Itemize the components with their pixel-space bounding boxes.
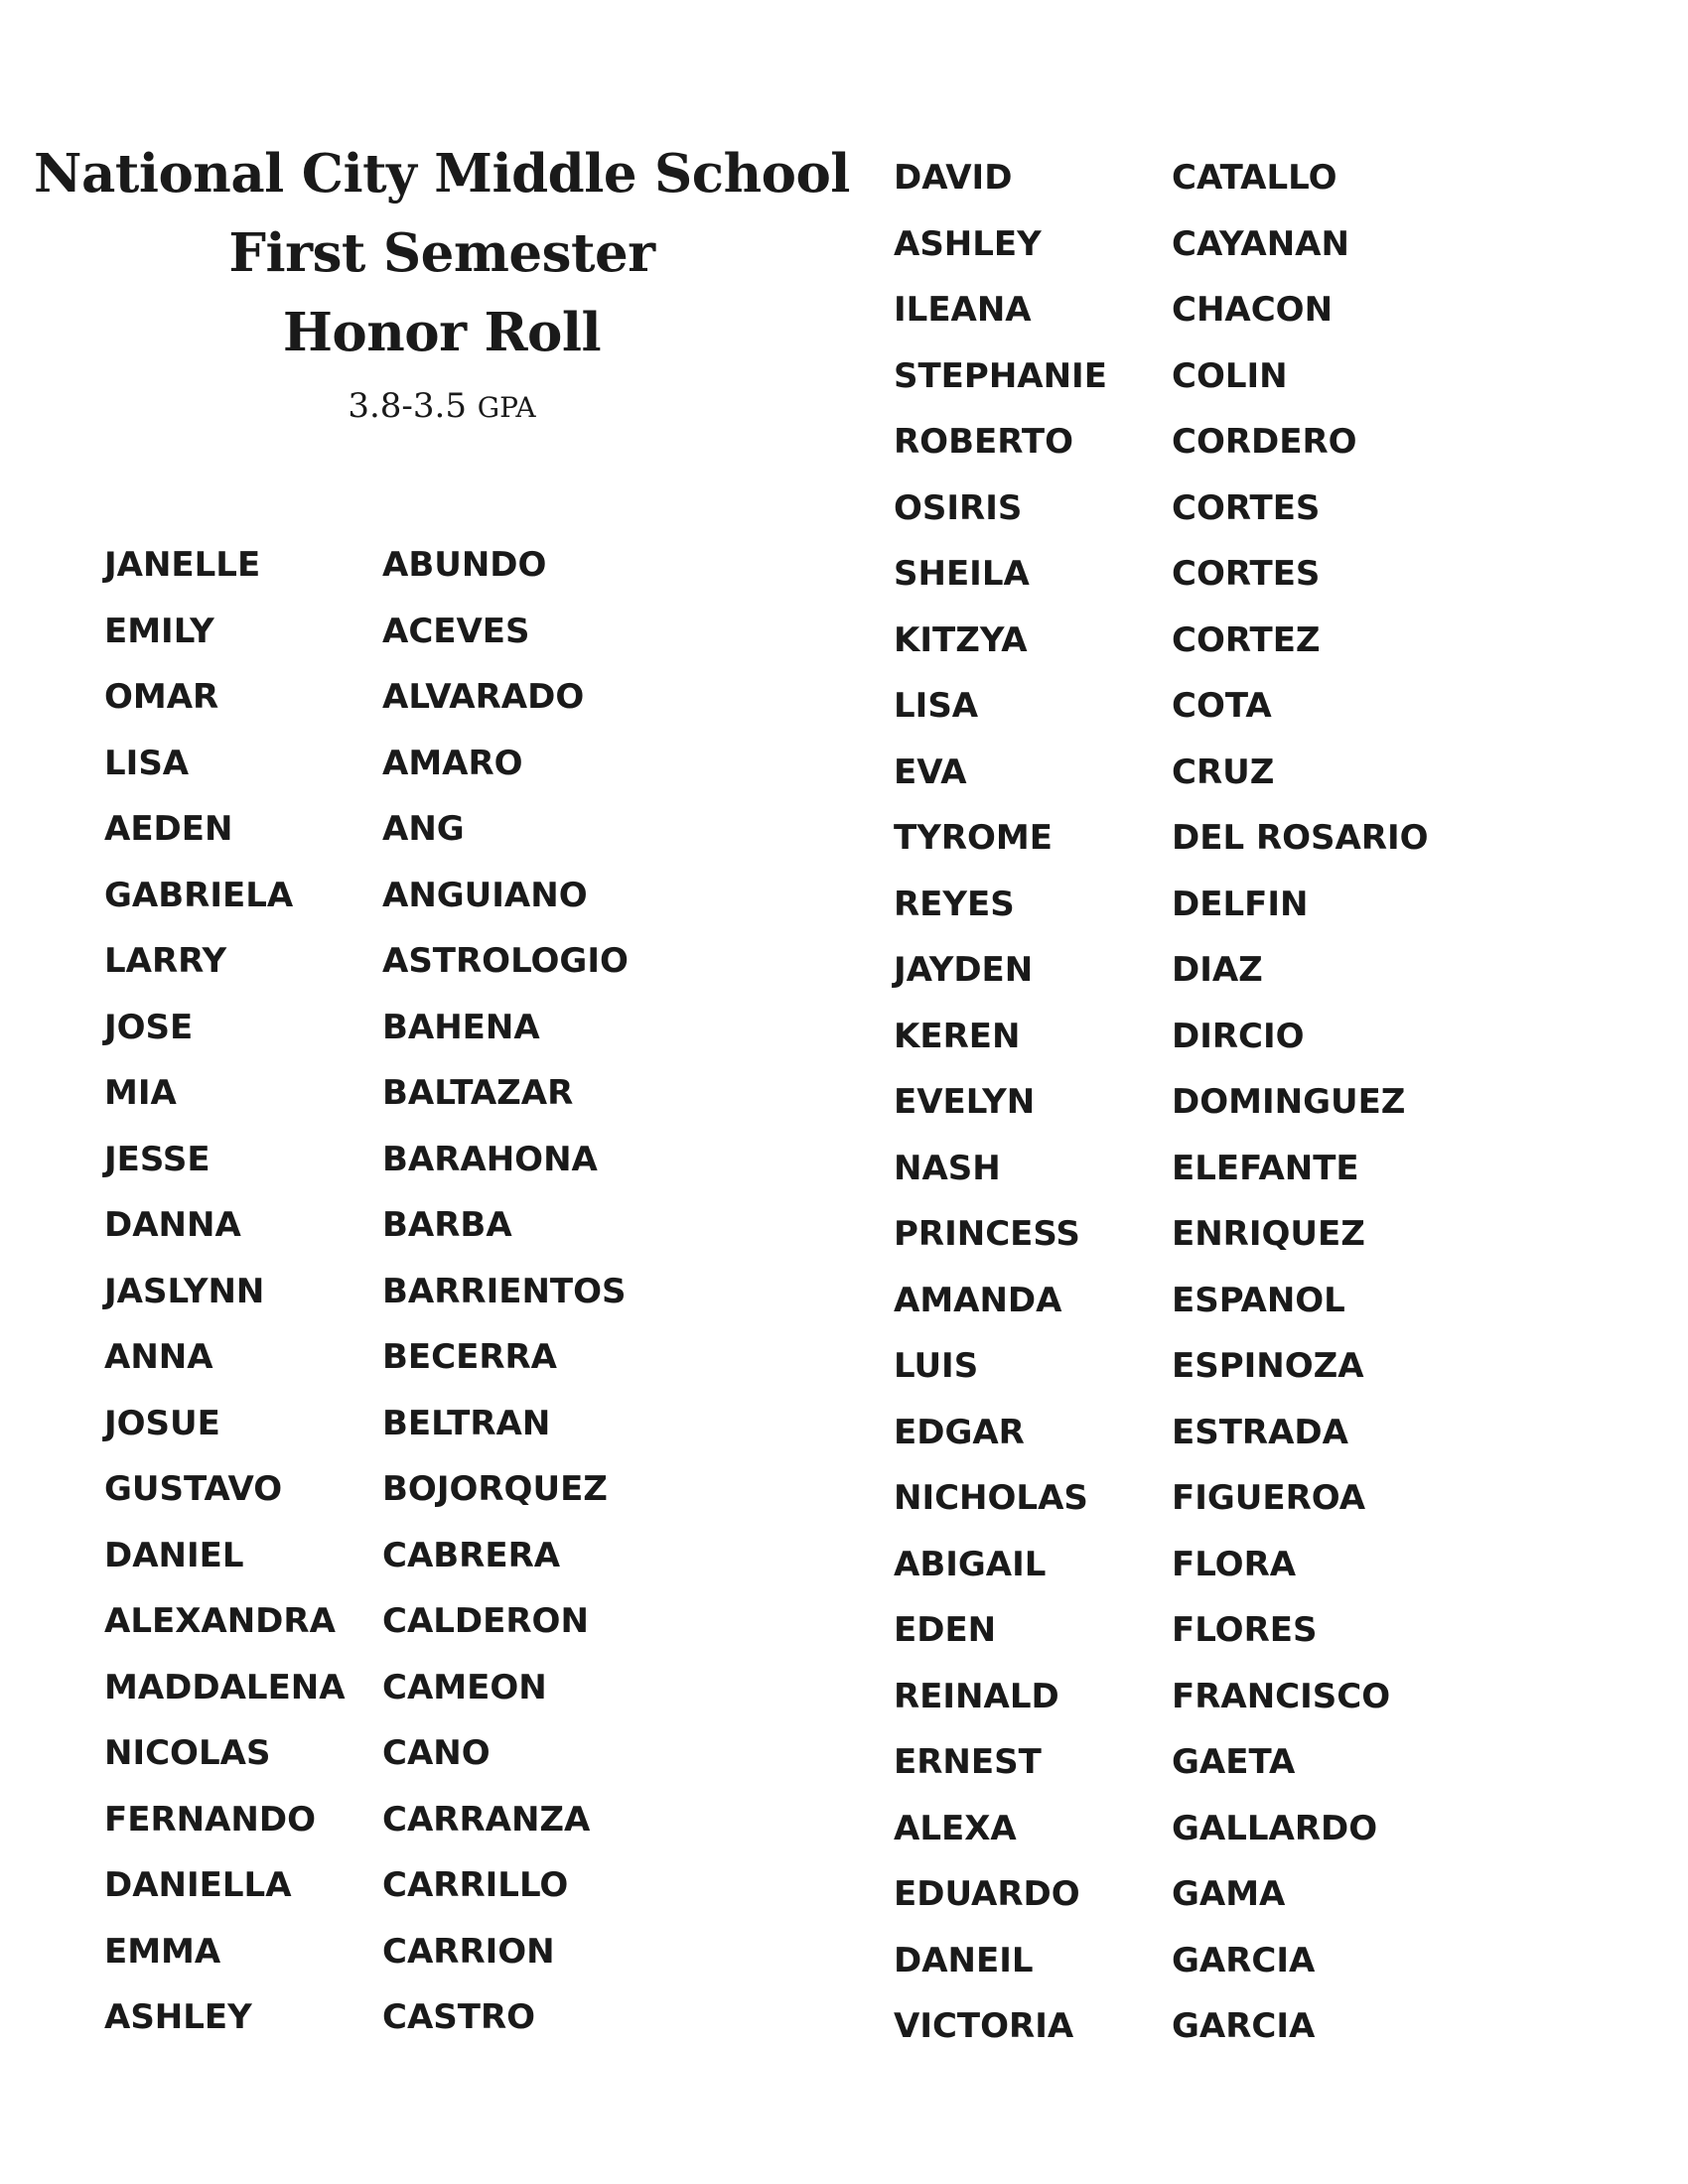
student-last-name: CORTES <box>1172 554 1321 594</box>
student-last-name: FLORES <box>1172 1610 1318 1650</box>
student-last-name: ENRIQUEZ <box>1172 1214 1365 1254</box>
student-first-name: JASLYNN <box>104 1271 265 1311</box>
student-last-name: ANGUIANO <box>382 875 588 915</box>
student-row <box>894 211 1529 278</box>
student-first-name: GABRIELA <box>104 875 294 915</box>
student-last-name: DIAZ <box>1172 950 1263 990</box>
student-last-name: DOMINGUEZ <box>1172 1082 1406 1122</box>
student-row <box>894 1796 1529 1862</box>
document-header <box>0 134 884 438</box>
student-last-name: CARRION <box>382 1931 555 1972</box>
student-last-name: FLORA <box>1172 1544 1297 1584</box>
student-row <box>894 1400 1529 1466</box>
student-last-name: ABUNDO <box>382 545 547 585</box>
student-last-name: BARAHONA <box>382 1139 598 1179</box>
student-last-name: CALDERON <box>382 1601 589 1641</box>
student-last-name: CORTEZ <box>1172 619 1321 660</box>
student-row <box>894 1597 1529 1664</box>
student-first-name: EVELYN <box>894 1082 1036 1122</box>
student-row <box>894 1465 1529 1532</box>
student-row <box>104 599 700 665</box>
gpa-unit: GPA <box>477 391 536 424</box>
student-row <box>104 1259 700 1325</box>
student-first-name: JOSE <box>104 1007 194 1047</box>
student-first-name: JESSE <box>104 1139 211 1179</box>
student-last-name: CARRANZA <box>382 1799 591 1840</box>
student-last-name: CAYANAN <box>1172 223 1349 264</box>
student-first-name: LISA <box>894 686 979 726</box>
student-last-name: CASTRO <box>382 1997 536 2037</box>
student-first-name: NASH <box>894 1148 1001 1188</box>
student-first-name: DANNA <box>104 1205 241 1245</box>
student-first-name: SHEILA <box>894 554 1030 594</box>
student-first-name: ANNA <box>104 1337 213 1377</box>
student-row <box>894 805 1529 872</box>
student-first-name: REYES <box>894 884 1015 924</box>
student-last-name: ASTROLOGIO <box>382 941 629 981</box>
student-row <box>104 1919 700 1985</box>
student-row <box>104 1324 700 1391</box>
student-first-name: FERNANDO <box>104 1799 316 1840</box>
student-first-name: NICOLAS <box>104 1733 271 1773</box>
student-last-name: DELFIN <box>1172 884 1309 924</box>
student-last-name: COLIN <box>1172 355 1288 396</box>
student-first-name: ROBERTO <box>894 422 1073 462</box>
student-row <box>894 673 1529 740</box>
student-row <box>894 409 1529 476</box>
student-row <box>894 1729 1529 1796</box>
student-row <box>894 277 1529 343</box>
student-first-name: NICHOLAS <box>894 1478 1088 1518</box>
gpa-range <box>0 376 884 438</box>
student-last-name: FRANCISCO <box>1172 1676 1391 1716</box>
student-last-name: BECERRA <box>382 1337 557 1377</box>
student-last-name: GARCIA <box>1172 2006 1316 2046</box>
student-row <box>894 145 1529 211</box>
student-row <box>894 608 1529 674</box>
student-last-name: CHACON <box>1172 290 1334 330</box>
student-row <box>894 1136 1529 1202</box>
student-last-name: ESPANOL <box>1172 1280 1345 1320</box>
student-first-name: EDGAR <box>894 1412 1025 1452</box>
student-first-name: MADDALENA <box>104 1667 346 1707</box>
student-last-name: BAHENA <box>382 1007 540 1047</box>
student-row <box>104 664 700 731</box>
student-row <box>894 1268 1529 1334</box>
student-row <box>104 1060 700 1127</box>
student-last-name: GAMA <box>1172 1874 1286 1914</box>
student-first-name: VICTORIA <box>894 2006 1074 2046</box>
student-first-name: KEREN <box>894 1016 1021 1056</box>
student-row <box>104 1588 700 1655</box>
student-first-name: ASHLEY <box>104 1997 252 2037</box>
student-row <box>104 731 700 797</box>
student-row <box>104 1852 700 1919</box>
student-last-name: ACEVES <box>382 611 530 651</box>
student-row <box>104 1984 700 2051</box>
student-first-name: EDUARDO <box>894 1874 1080 1914</box>
student-row <box>104 1192 700 1259</box>
honor-roll-title: Honor Roll <box>282 302 602 363</box>
student-row <box>104 1391 700 1457</box>
semester-title: First Semester <box>228 222 655 284</box>
student-last-name: CANO <box>382 1733 491 1773</box>
student-last-name: ELEFANTE <box>1172 1148 1359 1188</box>
student-last-name: CORDERO <box>1172 422 1357 462</box>
student-first-name: JOSUE <box>104 1403 220 1443</box>
student-last-name: BELTRAN <box>382 1403 551 1443</box>
student-row <box>894 872 1529 938</box>
student-last-name: GALLARDO <box>1172 1808 1378 1848</box>
student-last-name: GAETA <box>1172 1742 1296 1782</box>
student-first-name: DANIEL <box>104 1535 244 1575</box>
student-last-name: ESTRADA <box>1172 1412 1348 1452</box>
right-name-list <box>894 145 1529 2060</box>
student-last-name: ESPINOZA <box>1172 1346 1364 1386</box>
student-last-name: BALTAZAR <box>382 1073 574 1113</box>
student-row <box>894 343 1529 410</box>
student-row <box>894 1861 1529 1928</box>
student-row <box>104 1655 700 1721</box>
student-first-name: OSIRIS <box>894 487 1023 528</box>
student-first-name: MIA <box>104 1073 177 1113</box>
student-first-name: ABIGAIL <box>894 1544 1047 1584</box>
student-row <box>894 1532 1529 1598</box>
student-first-name: GUSTAVO <box>104 1469 283 1509</box>
student-last-name: CATALLO <box>1172 158 1337 198</box>
student-last-name: COTA <box>1172 686 1272 726</box>
student-row <box>104 1456 700 1523</box>
student-row <box>894 740 1529 806</box>
student-row <box>104 863 700 929</box>
student-row <box>104 1720 700 1787</box>
student-last-name: CARRILLO <box>382 1865 569 1905</box>
student-first-name: STEPHANIE <box>894 355 1107 396</box>
student-last-name: DIRCIO <box>1172 1016 1305 1056</box>
student-first-name: AMANDA <box>894 1280 1062 1320</box>
student-first-name: JANELLE <box>104 545 261 585</box>
student-first-name: JAYDEN <box>894 950 1034 990</box>
student-row <box>104 1787 700 1853</box>
student-row <box>894 541 1529 608</box>
student-first-name: DANIELLA <box>104 1865 292 1905</box>
student-row <box>104 928 700 995</box>
student-last-name: CAMEON <box>382 1667 547 1707</box>
student-row <box>104 796 700 863</box>
student-last-name: CORTES <box>1172 487 1321 528</box>
student-last-name: CRUZ <box>1172 751 1275 792</box>
student-first-name: OMAR <box>104 677 219 717</box>
student-first-name: DANEIL <box>894 1940 1034 1980</box>
student-first-name: AEDEN <box>104 809 233 849</box>
student-last-name: BOJORQUEZ <box>382 1469 608 1509</box>
student-first-name: EMILY <box>104 611 214 651</box>
student-first-name: LUIS <box>894 1346 979 1386</box>
student-last-name: BARBA <box>382 1205 512 1245</box>
student-row <box>894 1993 1529 2060</box>
student-row <box>894 1928 1529 1994</box>
student-first-name: ALEXANDRA <box>104 1601 336 1641</box>
student-row <box>894 1069 1529 1136</box>
student-first-name: DAVID <box>894 158 1013 198</box>
student-first-name: EDEN <box>894 1610 997 1650</box>
student-row <box>894 1664 1529 1730</box>
student-first-name: EMMA <box>104 1931 221 1972</box>
student-row <box>104 1127 700 1193</box>
student-last-name: GARCIA <box>1172 1940 1316 1980</box>
student-first-name: ASHLEY <box>894 223 1042 264</box>
left-name-list <box>104 532 700 2051</box>
student-last-name: ANG <box>382 809 465 849</box>
student-first-name: LISA <box>104 743 190 783</box>
student-first-name: ALEXA <box>894 1808 1017 1848</box>
student-first-name: REINALD <box>894 1676 1059 1716</box>
student-last-name: DEL ROSARIO <box>1172 818 1429 858</box>
school-name: National City Middle School <box>34 143 850 205</box>
student-first-name: TYROME <box>894 818 1053 858</box>
student-last-name: BARRIENTOS <box>382 1271 627 1311</box>
student-row <box>894 1201 1529 1268</box>
student-row <box>894 476 1529 542</box>
student-first-name: LARRY <box>104 941 227 981</box>
student-row <box>894 937 1529 1004</box>
student-row <box>894 1333 1529 1400</box>
student-last-name: ALVARADO <box>382 677 585 717</box>
student-last-name: CABRERA <box>382 1535 561 1575</box>
gpa-range-value: 3.8-3.5 <box>348 386 467 426</box>
student-first-name: KITZYA <box>894 619 1028 660</box>
student-row <box>894 1004 1529 1070</box>
student-first-name: ILEANA <box>894 290 1032 330</box>
student-first-name: ERNEST <box>894 1742 1042 1782</box>
student-row <box>104 995 700 1061</box>
student-first-name: EVA <box>894 751 967 792</box>
student-last-name: FIGUEROA <box>1172 1478 1366 1518</box>
student-row <box>104 532 700 599</box>
student-first-name: PRINCESS <box>894 1214 1080 1254</box>
student-row <box>104 1523 700 1589</box>
student-last-name: AMARO <box>382 743 523 783</box>
